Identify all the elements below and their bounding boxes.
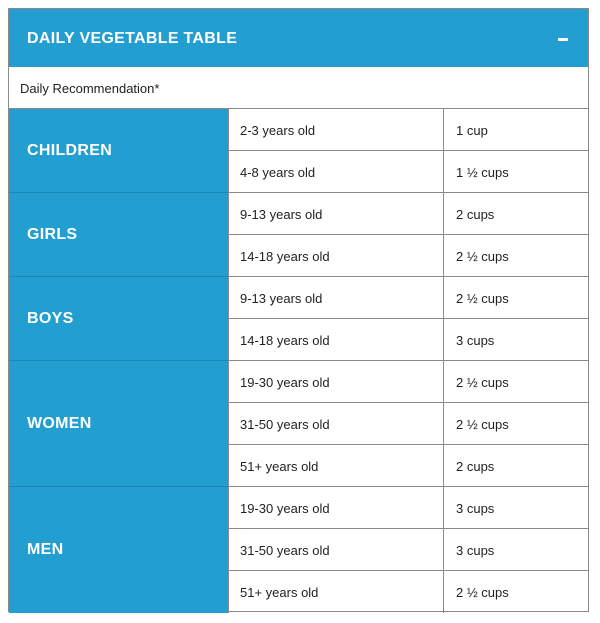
daily-recommendation-label: Daily Recommendation* xyxy=(20,81,160,96)
daily-recommendation-row xyxy=(9,67,588,109)
table-row xyxy=(228,571,588,613)
group-label-cell xyxy=(9,487,228,613)
amount-cell: 3 cups xyxy=(456,543,495,558)
group-label: BOYS xyxy=(27,309,74,327)
amount-cell: 2 cups xyxy=(456,459,495,474)
group-girls xyxy=(9,193,588,277)
amount-cell: 1 cup xyxy=(456,123,488,138)
table-row xyxy=(228,361,588,403)
table-row xyxy=(228,151,588,193)
column-divider xyxy=(443,235,444,276)
age-cell: 31-50 years old xyxy=(240,543,330,558)
group-label-cell xyxy=(9,361,228,487)
column-divider xyxy=(443,277,444,318)
column-divider xyxy=(443,193,444,234)
column-divider xyxy=(443,529,444,570)
age-cell: 2-3 years old xyxy=(240,123,316,138)
column-divider xyxy=(443,445,444,486)
panel-header[interactable] xyxy=(9,9,588,67)
age-cell: 51+ years old xyxy=(240,459,319,474)
amount-cell: 2 ½ cups xyxy=(456,585,509,600)
age-cell: 51+ years old xyxy=(240,585,319,600)
group-children xyxy=(9,109,588,193)
table-row xyxy=(228,277,588,319)
amount-cell: 3 cups xyxy=(456,501,495,516)
group-label: WOMEN xyxy=(27,414,92,432)
column-divider xyxy=(443,361,444,402)
age-cell: 14-18 years old xyxy=(240,249,330,264)
group-label: MEN xyxy=(27,541,64,558)
table-row xyxy=(228,403,588,445)
column-divider xyxy=(443,151,444,192)
amount-cell: 2 ½ cups xyxy=(456,417,509,432)
table-row xyxy=(228,109,588,151)
table-row xyxy=(228,445,588,487)
amount-cell: 3 cups xyxy=(456,333,495,348)
table-row xyxy=(228,487,588,529)
age-cell: 9-13 years old xyxy=(240,207,323,222)
vegetable-table-panel xyxy=(8,8,589,612)
column-divider xyxy=(443,571,444,613)
age-cell: 19-30 years old xyxy=(240,501,330,516)
column-divider xyxy=(443,403,444,444)
group-women xyxy=(9,361,588,487)
table-row xyxy=(228,529,588,571)
vegetable-table xyxy=(9,109,588,611)
group-boys xyxy=(9,277,588,361)
table-row xyxy=(228,319,588,361)
column-divider xyxy=(443,109,444,150)
group-label-cell xyxy=(9,277,228,361)
age-cell: 14-18 years old xyxy=(240,333,330,348)
panel-title: DAILY VEGETABLE TABLE xyxy=(27,30,238,47)
age-cell: 9-13 years old xyxy=(240,291,323,306)
column-divider xyxy=(443,319,444,360)
group-label-cell xyxy=(9,193,228,277)
minus-icon[interactable] xyxy=(558,38,568,41)
table-row xyxy=(228,193,588,235)
group-label-cell xyxy=(9,109,228,193)
group-label: CHILDREN xyxy=(27,141,113,159)
amount-cell: 2 ½ cups xyxy=(456,375,509,390)
amount-cell: 2 cups xyxy=(456,207,495,222)
age-cell: 31-50 years old xyxy=(240,417,330,432)
group-label: GIRLS xyxy=(27,225,78,243)
group-men xyxy=(9,487,588,613)
column-divider xyxy=(443,487,444,528)
age-cell: 4-8 years old xyxy=(240,165,316,180)
age-cell: 19-30 years old xyxy=(240,375,330,390)
amount-cell: 2 ½ cups xyxy=(456,291,509,306)
table-row xyxy=(228,235,588,277)
amount-cell: 1 ½ cups xyxy=(456,165,509,180)
amount-cell: 2 ½ cups xyxy=(456,249,509,264)
